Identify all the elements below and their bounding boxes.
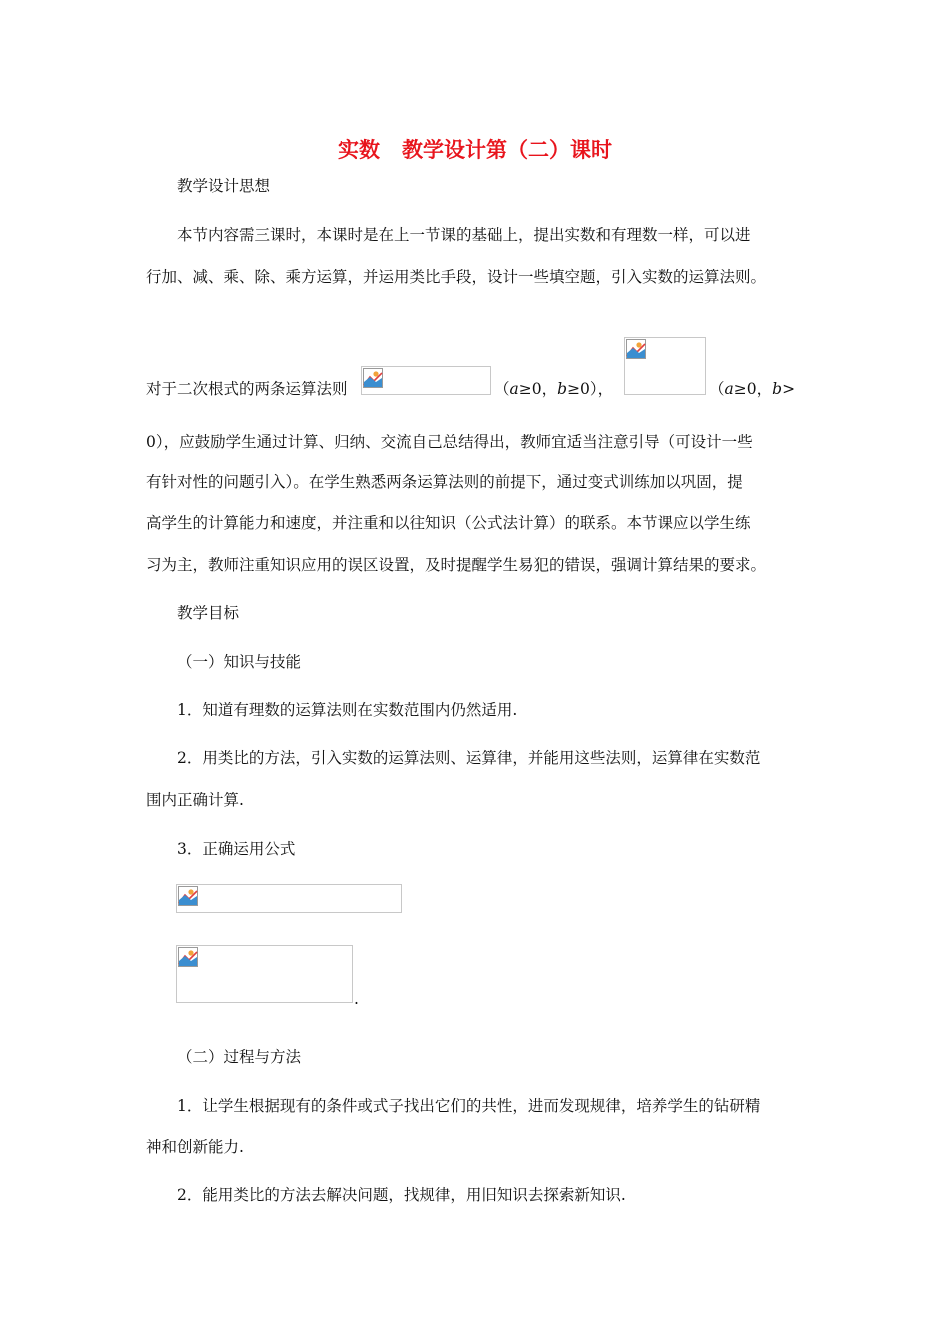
paragraph-2-line-3: 有针对性的问题引入）。在学生熟悉两条运算法则的前提下，通过变式训练加以巩固，提: [146, 473, 743, 491]
var-a: a: [724, 380, 734, 398]
broken-image-icon: [178, 886, 198, 906]
cond-text: ≥0，: [518, 380, 558, 398]
formula-image-2: [624, 337, 706, 395]
broken-image-icon: [626, 339, 646, 359]
paren-open-2: （: [709, 380, 725, 398]
formula-image-1: [361, 366, 491, 395]
var-b: b: [772, 380, 783, 398]
broken-image-icon: [178, 947, 198, 967]
paragraph-2-line-4: 高学生的计算能力和速度，并注重和以往知识（公式法计算）的联系。本节课应以学生练: [146, 514, 751, 532]
knowledge-item-2-line-1: 2．用类比的方法，引入实数的运算法则、运算律，并能用这些法则，运算律在实数范: [177, 749, 761, 767]
paragraph-1-line-2: 行加、减、乘、除、乘方运算，并运用类比手段，设计一些填空题，引入实数的运算法则。: [146, 268, 767, 286]
process-item-1-line-2: 神和创新能力.: [146, 1138, 244, 1156]
paren-open-1: （: [494, 380, 510, 398]
title-part1: 实数: [338, 137, 380, 162]
knowledge-item-1: 1．知道有理数的运算法则在实数范围内仍然适用.: [177, 701, 518, 719]
cond-text: ≥0），: [567, 380, 614, 398]
condition-1: [494, 378, 613, 400]
section-objectives: 教学目标: [177, 604, 240, 622]
knowledge-item-2-line-2: 围内正确计算.: [146, 791, 244, 809]
section-process: （二）过程与方法: [177, 1048, 302, 1066]
cond-text: ≥0，: [733, 380, 773, 398]
knowledge-item-3: 3．正确运用公式: [177, 840, 296, 858]
process-item-2: 2．能用类比的方法去解决问题，找规律，用旧知识去探索新知识.: [177, 1186, 626, 1204]
section-design-thought: 教学设计思想: [177, 177, 271, 195]
cond-text: >: [782, 380, 796, 398]
title-part2: 教学设计第（二）课时: [402, 137, 612, 162]
page-title: [0, 136, 950, 164]
paragraph-2-line-2: 0），应鼓励学生通过计算、归纳、交流自己总结得出，教师宜适当注意引导（可设计一些: [146, 433, 753, 451]
var-a: a: [509, 380, 519, 398]
broken-image-icon: [363, 368, 383, 388]
period: .: [354, 990, 359, 1008]
var-b: b: [557, 380, 568, 398]
formula-image-4: [176, 945, 353, 1003]
paragraph-2-line-5: 习为主，教师注重知识应用的误区设置，及时提醒学生易犯的错误，强调计算结果的要求。: [146, 556, 767, 574]
process-item-1-line-1: 1．让学生根据现有的条件或式子找出它们的共性，进而发现规律，培养学生的钻研精: [177, 1097, 761, 1115]
formula-image-3: [176, 884, 402, 913]
section-knowledge: （一）知识与技能: [177, 653, 302, 671]
paragraph-1-line-1: 本节内容需三课时，本课时是在上一节课的基础上，提出实数和有理数一样，可以进: [177, 226, 751, 244]
condition-2: [709, 378, 795, 400]
paragraph-2-lead: 对于二次根式的两条运算法则: [146, 380, 348, 398]
